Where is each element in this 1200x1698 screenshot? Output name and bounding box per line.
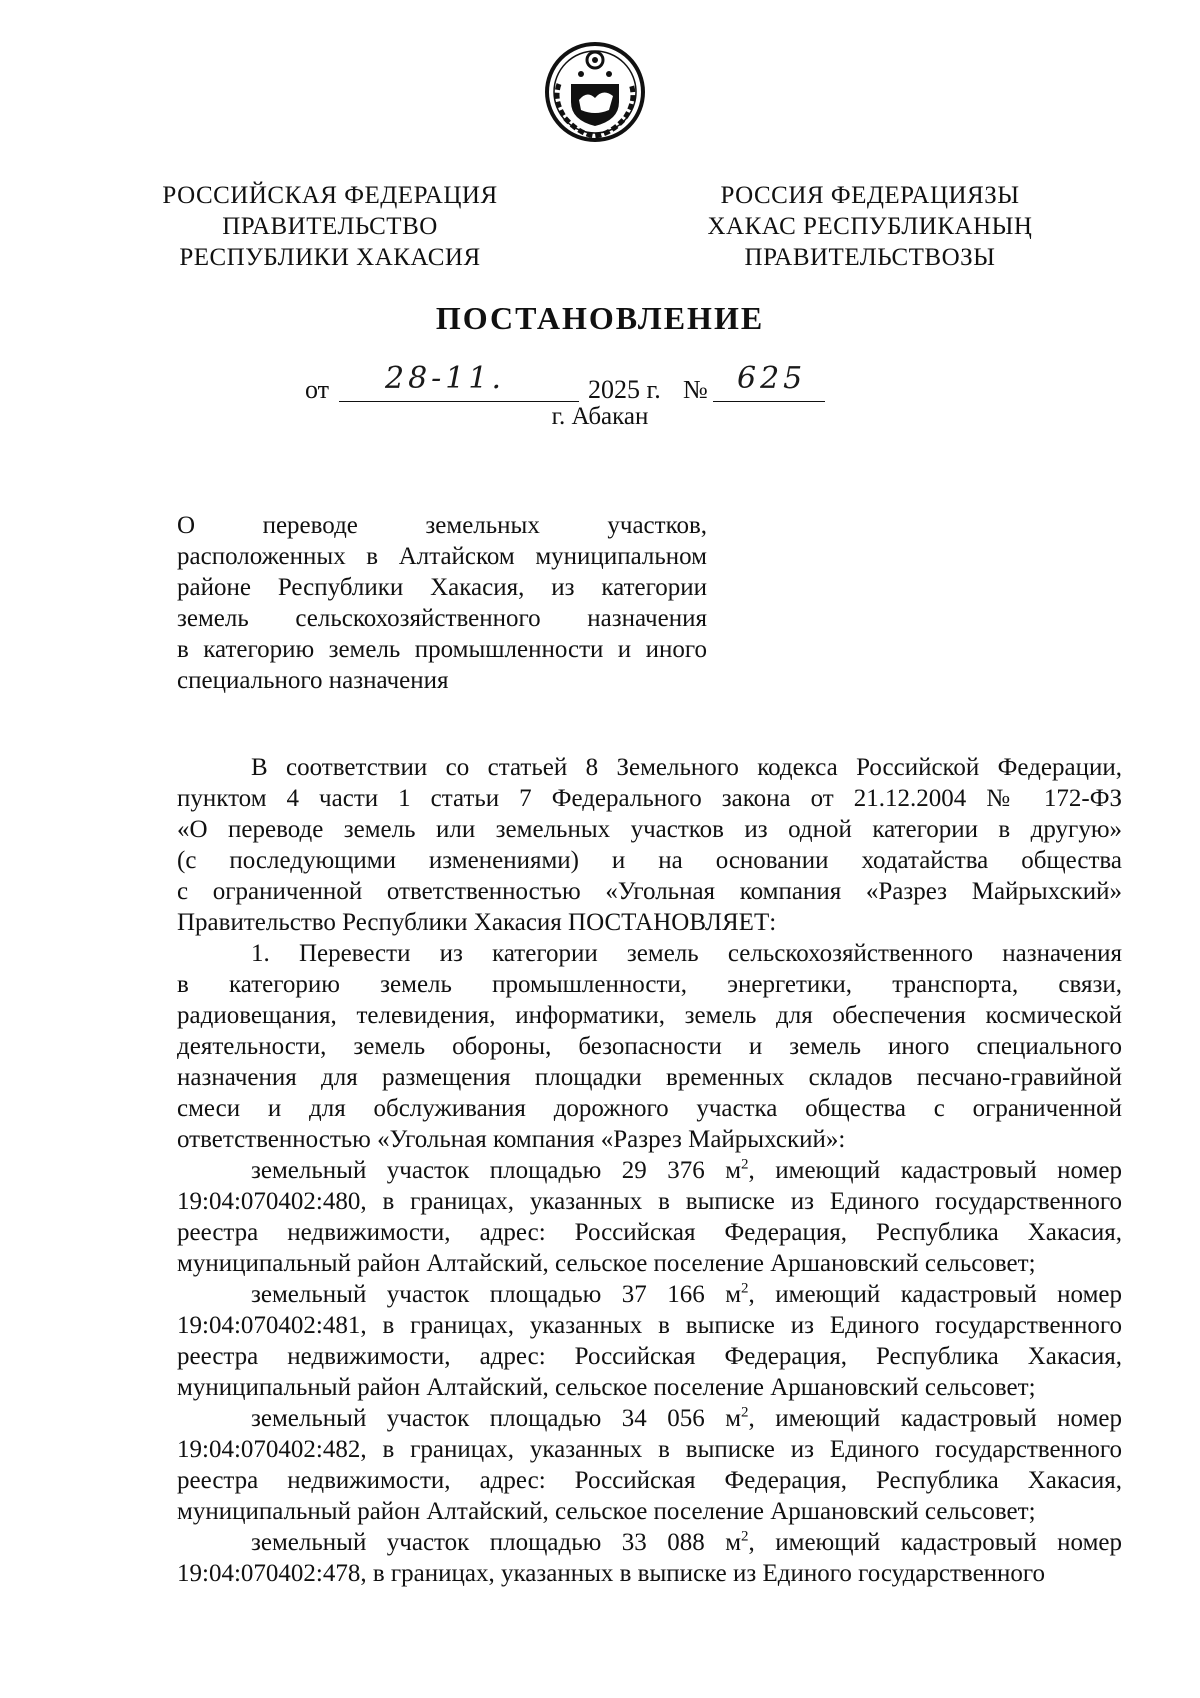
parcel-address: муниципальный район Алтайский, сельское поселение Аршановский сельсовет; [177, 1250, 1036, 1277]
parcel-line [177, 1186, 1122, 1217]
parcel-cadastral: 19:04:070402:480 [177, 1188, 361, 1215]
subject-line: в категорию земель промышленности и иного [177, 636, 707, 663]
parcel-line [177, 1496, 1122, 1527]
handwritten-number: 625 [737, 361, 807, 396]
parcel-line [177, 1155, 1122, 1186]
parcel-line [177, 1248, 1122, 1279]
parcel-prefix: земельный участок площадью [251, 1405, 622, 1432]
parcel-suffix: , имеющий кадастровый номер [748, 1281, 1122, 1308]
parcel-list [177, 1155, 1122, 1589]
parcel-prefix: земельный участок площадью [251, 1281, 622, 1308]
header-line: ПРАВИТЕЛЬСТВОЗЫ [744, 244, 996, 271]
parcel-line [177, 1558, 1122, 1589]
header-line: РЕСПУБЛИКИ ХАКАСИЯ [179, 244, 481, 271]
header-line: РОССИЯ ФЕДЕРАЦИЯЗЫ [720, 182, 1020, 209]
parcel-line [177, 1465, 1122, 1496]
parcel-unit-power: 2 [741, 1528, 749, 1545]
subject-block [177, 510, 707, 696]
parcel-area: 37 166 [621, 1281, 726, 1308]
parcel-cadastral: 19:04:070402:482 [177, 1436, 361, 1463]
subject-line: земель сельскохозяйственного назначения [177, 605, 707, 632]
preamble-line: (с последующими изменениями) и на основании ходатайства общества [177, 847, 1122, 874]
parcel-suffix: , имеющий кадастровый номер [748, 1157, 1122, 1184]
parcel-unit: м [725, 1529, 742, 1556]
parcel-line2-tail: , в границах, указанных в выписке из Единого государственного [360, 1312, 1122, 1339]
city: г. Абакан [551, 403, 649, 430]
preamble-line: «О переводе земель или земельных участков из одной категории в другую» [177, 816, 1122, 843]
date-underline [339, 401, 579, 402]
parcel-suffix: , имеющий кадастровый номер [748, 1529, 1122, 1556]
subject-line: районе Республики Хакасия, из категории [177, 574, 707, 601]
clause-line: ответственностью «Угольная компания «Разрез Майрыхский»: [177, 1126, 846, 1153]
subject-line: расположенных в Алтайском муниципальном [177, 543, 707, 570]
parcel-line [177, 1403, 1122, 1434]
year-label: 2025 г. [588, 375, 661, 404]
from-label: от [305, 375, 330, 404]
clause-line: в категорию земель промышленности, энергетики, транспорта, связи, [177, 971, 1122, 998]
header-khakas [690, 180, 1050, 273]
parcel-line2-tail: , в границах, указанных в выписке из Единого государственного [360, 1436, 1122, 1463]
parcel-line [177, 1372, 1122, 1403]
parcel-line [177, 1310, 1122, 1341]
clause-line: 1. Перевести из категории земель сельскохозяйственного назначения [251, 940, 1122, 967]
parcel-unit: м [725, 1281, 742, 1308]
parcel-suffix: , имеющий кадастровый номер [748, 1405, 1122, 1432]
parcel-prefix: земельный участок площадью [251, 1529, 622, 1556]
clause-line: назначения для размещения площадки временных складов песчано-гравийной [177, 1064, 1122, 1091]
subject-line: специального назначения [177, 667, 449, 694]
parcel-unit-power: 2 [741, 1280, 749, 1297]
header-line: ХАКАС РЕСПУБЛИКАНЫҢ [707, 213, 1033, 240]
parcel-cadastral: 19:04:070402:481 [177, 1312, 361, 1339]
parcel-prefix: земельный участок площадью [251, 1157, 622, 1184]
number-underline [713, 401, 825, 402]
parcel-line [177, 1279, 1122, 1310]
parcel-line [177, 1434, 1122, 1465]
parcel-unit: м [725, 1157, 742, 1184]
coat-of-arms-emblem [543, 40, 647, 144]
subject-line: О переводе земельных участков, [177, 512, 707, 539]
parcel-line2-tail: , в границах, указанных в выписке из Единого государственного [360, 1560, 1046, 1587]
document-body [177, 752, 1122, 1589]
preamble-line: с ограниченной ответственностью «Угольная компания «Разрез Майрыхский» [177, 878, 1122, 905]
header-line: ПРАВИТЕЛЬСТВО [222, 213, 438, 240]
parcel-registry: реестра недвижимости, адрес: Российская Федерация, Республика Хакасия, [177, 1219, 1122, 1246]
preamble-line: В соответствии со статьей 8 Земельного кодекса Российской Федерации, [251, 754, 1122, 781]
parcel-line [177, 1341, 1122, 1372]
parcel-address: муниципальный район Алтайский, сельское поселение Аршановский сельсовет; [177, 1374, 1036, 1401]
parcel-unit: м [725, 1405, 742, 1432]
header-line: РОССИЙСКАЯ ФЕДЕРАЦИЯ [162, 182, 498, 209]
parcel-line [177, 1527, 1122, 1558]
preamble-line: пунктом 4 части 1 статьи 7 Федерального закона от 21.12.2004 № 172-ФЗ [177, 785, 1122, 812]
parcel-line [177, 1217, 1122, 1248]
clause-line: смеси и для обслуживания дорожного участка общества с ограниченной [177, 1095, 1122, 1122]
parcel-registry: реестра недвижимости, адрес: Российская Федерация, Республика Хакасия, [177, 1467, 1122, 1494]
document-title: ПОСТАНОВЛЕНИЕ [435, 300, 765, 336]
parcel-address: муниципальный район Алтайский, сельское поселение Аршановский сельсовет; [177, 1498, 1036, 1525]
date-number-line [305, 361, 885, 404]
clause-line: радиовещания, телевидения, информатики, земель для обеспечения космической [177, 1002, 1122, 1029]
parcel-line2-tail: , в границах, указанных в выписке из Единого государственного [360, 1188, 1122, 1215]
parcel-unit-power: 2 [741, 1156, 749, 1173]
parcel-registry: реестра недвижимости, адрес: Российская Федерация, Республика Хакасия, [177, 1343, 1122, 1370]
parcel-area: 29 376 [621, 1157, 726, 1184]
parcel-area: 34 056 [621, 1405, 726, 1432]
parcel-area: 33 088 [621, 1529, 726, 1556]
preamble-line: Правительство Республики Хакасия ПОСТАНОВЛЯЕТ: [177, 909, 777, 936]
header-russian [150, 180, 510, 273]
clause-line: деятельности, земель обороны, безопасности и земель иного специального [177, 1033, 1122, 1060]
handwritten-date: 28-11. [385, 361, 506, 396]
number-label: № [683, 375, 708, 404]
parcel-cadastral: 19:04:070402:478 [177, 1560, 361, 1587]
parcel-unit-power: 2 [741, 1404, 749, 1421]
